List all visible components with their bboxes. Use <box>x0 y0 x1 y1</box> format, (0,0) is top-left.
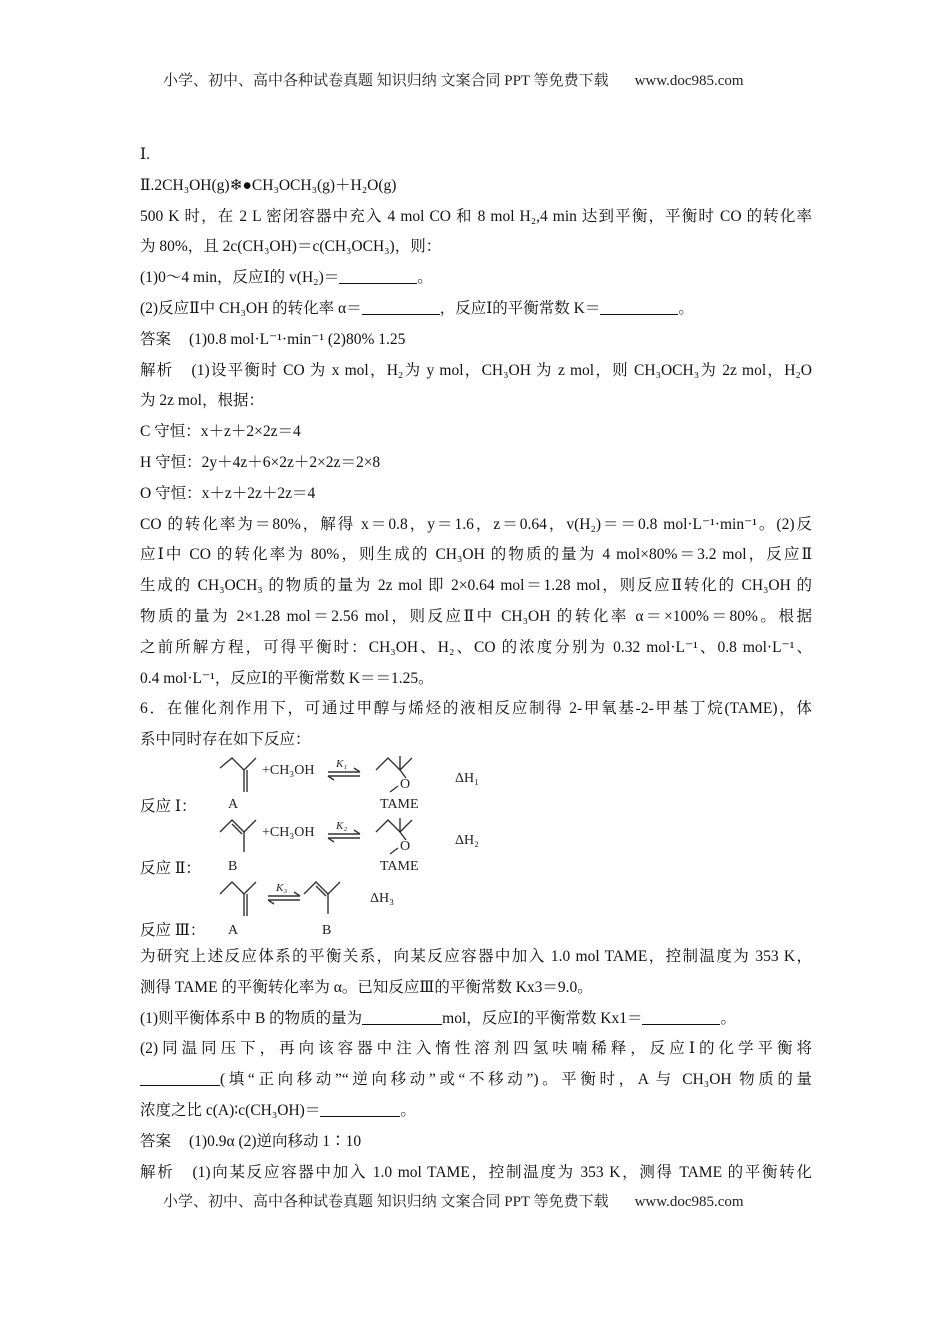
answer-blank <box>600 298 678 315</box>
q6-sub-question-2-line-2 <box>140 1065 812 1096</box>
question-text: mol，反应Ⅰ的平衡常数 Kx1＝ <box>442 1009 643 1027</box>
q5-reaction-1: Ⅰ. <box>140 146 150 163</box>
svg-text:O: O <box>400 838 411 854</box>
q5-stem-line-1: 500 K 时，在 2 L 密闭容器中充入 4 mol CO 和 8 mol H₂,4 min 达到平衡，平衡时 CO 的转化率 <box>140 207 812 225</box>
q5-stem-line-2: 为 80%，且 2c(CH₃OH)＝c(CH₃OCH₃)，则： <box>140 238 442 256</box>
q6-sub-question-1 <box>140 1004 812 1035</box>
enthalpy-label: ΔH₃ <box>370 890 394 906</box>
product-label: B <box>322 922 332 938</box>
reagent-text: +CH₃OH <box>262 762 315 778</box>
period: 。 <box>400 1101 416 1119</box>
enthalpy-label: ΔH₂ <box>455 832 479 848</box>
answer-text: (1)0.9α (2)逆向移动 1∶10 <box>189 1132 362 1150</box>
period: 。 <box>720 1009 736 1027</box>
q5-sub-question-1 <box>140 263 812 294</box>
k-label: K₁ <box>336 757 348 770</box>
period: 。 <box>678 299 694 317</box>
reaction-label: Ⅱ. <box>140 176 155 194</box>
period: 。 <box>417 269 433 287</box>
analysis-tag: 解析 <box>140 361 174 379</box>
header-text: 小学、初中、高中各种试卷真题 知识归纳 文案合同 PPT 等免费下载 <box>163 73 609 89</box>
q5-analysis-line: 应Ⅰ中 CO 的转化率为 80%，则生成的 CH₃OH 的物质的量为 4 mol×80%＝3.2 mol，反应Ⅱ <box>140 546 812 564</box>
q5-analysis-line <box>140 356 812 387</box>
reaction-equation: 2CH₃OH(g)❄●CH₃OCH₃(g)＋H₂O(g) <box>154 176 397 194</box>
answer-text: (1)0.8 mol·L⁻¹·min⁻¹ (2)80% 1.25 <box>189 330 406 348</box>
reaction-scheme-2 <box>140 818 812 880</box>
q6-stem-line-2: 系中同时存在如下反应： <box>140 731 311 749</box>
scheme-label: 反应 Ⅲ： <box>140 921 206 939</box>
analysis-text: (1)向某反应容器中加入 1.0 mol TAME，控制温度为 353 K，测得 TAME 的平衡转化 <box>192 1163 812 1181</box>
reaction-1-structure-diagram <box>210 756 510 818</box>
k-label: K₂ <box>336 819 348 832</box>
answer-blank <box>642 1008 720 1025</box>
answer-blank <box>320 1100 400 1117</box>
answer-blank <box>339 268 417 285</box>
reactant-label: B <box>228 858 238 874</box>
reaction-scheme-3 <box>140 880 812 942</box>
q6-sub-question-2-line-3 <box>140 1096 812 1127</box>
q6-answer <box>140 1127 812 1158</box>
question-text: (1)则平衡体系中 B 的物质的量为 <box>140 1009 363 1027</box>
q5-analysis-line: 为 2z mol，根据： <box>140 392 264 410</box>
svg-text:O: O <box>400 776 411 792</box>
q5-sub-question-2 <box>140 294 812 325</box>
q6-analysis-line <box>140 1158 812 1189</box>
enthalpy-label: ΔH₁ <box>455 770 479 786</box>
q6-sub-question-2-line-1: (2)同温同压下，再向该容器中注入惰性溶剂四氢呋喃稀释，反应Ⅰ的化学平衡将 <box>140 1040 812 1058</box>
answer-blank <box>140 1070 220 1087</box>
document-body <box>140 140 812 1188</box>
footer-url[interactable]: www.doc985.com <box>634 1194 744 1210</box>
q5-reaction-2 <box>140 171 812 202</box>
reactant-label: A <box>228 922 239 938</box>
reagent-text: +CH₃OH <box>262 824 315 840</box>
reaction-3-structure-diagram <box>210 880 510 942</box>
scheme-label: 反应 Ⅰ： <box>140 797 197 815</box>
q5-analysis-line: C 守恒：x＋z＋2×2z＝4 <box>140 423 301 441</box>
product-label: TAME <box>380 796 419 812</box>
k-label: K₃ <box>276 881 288 894</box>
question-text: (1)0～4 min，反应Ⅰ的 v(H₂)＝ <box>140 269 340 287</box>
page-header <box>163 69 803 90</box>
answer-tag: 答案 <box>140 1132 172 1150</box>
q5-analysis-line: 生成的 CH₃OCH₃ 的物质的量为 2z mol 即 2×0.64 mol＝1.28 mol，则反应Ⅱ转化的 CH₃OH 的 <box>140 577 812 595</box>
question-text: ，反应Ⅰ的平衡常数 K＝ <box>439 299 601 317</box>
question-text: 浓度之比 c(A)∶c(CH₃OH)＝ <box>140 1101 321 1119</box>
reaction-2-structure-diagram <box>210 818 510 880</box>
q5-answer <box>140 325 812 356</box>
q6-body-line-1: 为研究上述反应体系的平衡关系，向某反应容器中加入 1.0 mol TAME，控制温度为 353 K， <box>140 947 812 965</box>
q5-analysis-line: CO 的转化率为＝80%，解得 x＝0.8，y＝1.6，z＝0.64，v(H₂)＝＝0.8 mol·L⁻¹·min⁻¹。(2)反 <box>140 515 812 533</box>
q5-analysis-line: 0.4 mol·L⁻¹，反应Ⅰ的平衡常数 K＝＝1.25。 <box>140 669 434 687</box>
q6-stem-line-1: 6．在催化剂作用下，可通过甲醇与烯烃的液相反应制得 2-甲氧基-2-甲基丁烷(TAME)，体 <box>140 700 812 718</box>
q5-analysis-line: H 守恒：2y＋4z＋6×2z＋2×2z＝2×8 <box>140 453 381 471</box>
answer-blank <box>362 1008 442 1025</box>
question-text: (2)反应Ⅱ中 CH₃OH 的转化率 α＝ <box>140 299 362 317</box>
page-footer <box>163 1190 803 1211</box>
reactant-label: A <box>228 796 239 812</box>
reaction-scheme-1 <box>140 756 812 818</box>
q5-analysis-line: 物质的量为 2×1.28 mol＝2.56 mol，则反应Ⅱ中 CH₃OH 的转化率 α＝×100%＝80%。根据 <box>140 607 812 625</box>
header-url[interactable]: www.doc985.com <box>634 73 744 89</box>
footer-text: 小学、初中、高中各种试卷真题 知识归纳 文案合同 PPT 等免费下载 <box>163 1194 609 1210</box>
answer-blank <box>362 298 440 315</box>
q5-analysis-line: O 守恒：x＋z＋2z＋2z＝4 <box>140 484 316 502</box>
q6-body-line-2: 测得 TAME 的平衡转化率为 α。已知反应Ⅲ的平衡常数 Kx3＝9.0。 <box>140 978 593 996</box>
scheme-label: 反应 Ⅱ： <box>140 859 201 877</box>
q5-analysis-line: 之前所解方程，可得平衡时：CH₃OH、H₂、CO 的浓度分别为 0.32 mol·L⁻¹、0.8 mol·L⁻¹、 <box>140 638 812 656</box>
question-text: (填“正向移动”“逆向移动”或“不移动”)。平衡时，A 与 CH₃OH 物质的量 <box>220 1071 812 1089</box>
product-label: TAME <box>380 858 419 874</box>
analysis-tag: 解析 <box>140 1163 175 1181</box>
answer-tag: 答案 <box>140 330 172 348</box>
analysis-text: (1)设平衡时 CO 为 x mol，H₂为 y mol，CH₃OH 为 z mol，则 CH₃OCH₃为 2z mol，H₂O <box>191 361 812 379</box>
